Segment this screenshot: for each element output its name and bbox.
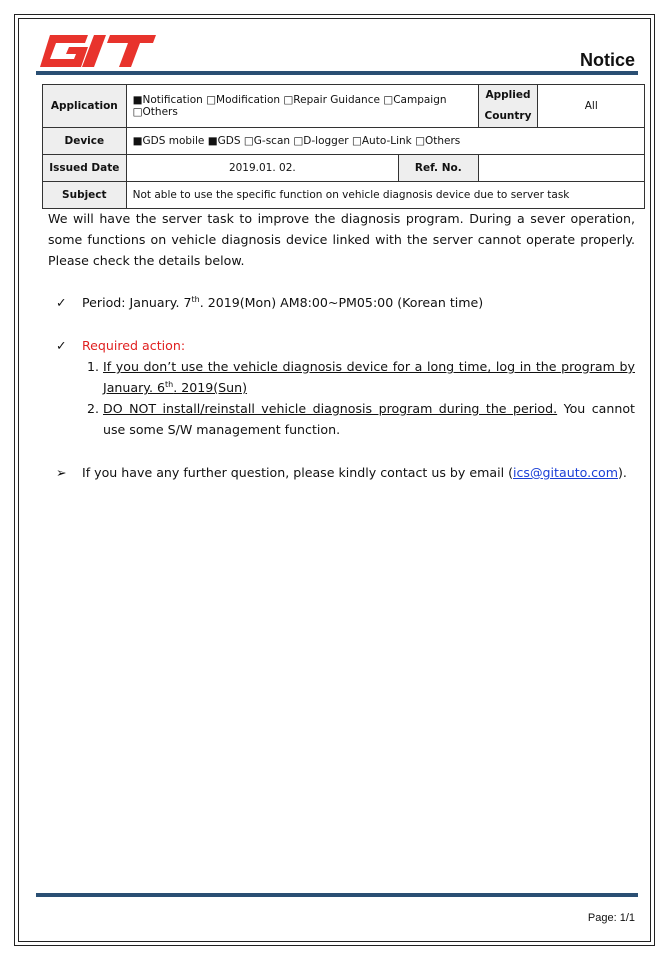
subject-row bbox=[43, 182, 645, 209]
applied-country-value: All bbox=[538, 85, 645, 128]
subject-label: Subject bbox=[43, 182, 127, 209]
action-item-2: 2. DO NOT install/reinstall vehicle diagnosis program during the period. You cannot use some S/W management function. bbox=[103, 398, 635, 440]
arrow-bullet-icon: ➢ bbox=[56, 465, 67, 480]
notice-metadata-table bbox=[42, 84, 645, 209]
check-icon: ✓ bbox=[56, 338, 67, 353]
notice-body bbox=[48, 208, 635, 483]
contact-item: ➢ If you have any further question, please kindly contact us by email (ics@gitauto.com). bbox=[48, 462, 635, 483]
period-item: ✓ Period: January. 7th. 2019(Mon) AM8:00~PM05:00 (Korean time) bbox=[48, 292, 635, 313]
subject-value: Not able to use the specific function on vehicle diagnosis device due to server task bbox=[126, 182, 644, 209]
device-row bbox=[43, 128, 645, 155]
applied-country-label: Applied Country bbox=[478, 85, 538, 128]
issued-date-row bbox=[43, 155, 645, 182]
page-number: Page: 1/1 bbox=[587, 912, 635, 924]
check-icon: ✓ bbox=[56, 295, 67, 310]
footer-rule bbox=[36, 893, 638, 897]
issued-date-value: 2019.01. 02. bbox=[126, 155, 398, 182]
git-logo bbox=[36, 33, 158, 69]
application-label: Application bbox=[43, 85, 127, 128]
action-item-1: 1. If you don’t use the vehicle diagnosis device for a long time, log in the program by January. 6th. 2019(Sun) bbox=[103, 356, 635, 398]
application-row bbox=[43, 85, 645, 128]
contact-email-link[interactable]: ics@gitauto.com bbox=[512, 465, 619, 480]
ref-no-label: Ref. No. bbox=[399, 155, 478, 182]
ref-no-value bbox=[478, 155, 645, 182]
notice-title: Notice bbox=[579, 50, 635, 70]
action-list bbox=[48, 356, 635, 440]
required-action-item: ✓ Required action: bbox=[48, 335, 635, 356]
required-action-label: Required action bbox=[82, 338, 181, 353]
issued-date-label: Issued Date bbox=[43, 155, 127, 182]
device-options: ■GDS mobile ■GDS □G-scan □D-logger □Auto-Link □Others bbox=[126, 128, 644, 155]
header-rule bbox=[36, 71, 638, 75]
intro-paragraph: We will have the server task to improve the diagnosis program. During a sever operation, some functions on vehicle diagnosis device linked with the server cannot operate properly. Please check the details below. bbox=[48, 211, 635, 268]
device-label: Device bbox=[43, 128, 127, 155]
application-options: ■Notification □Modification □Repair Guidance □Campaign □Others bbox=[126, 85, 478, 128]
